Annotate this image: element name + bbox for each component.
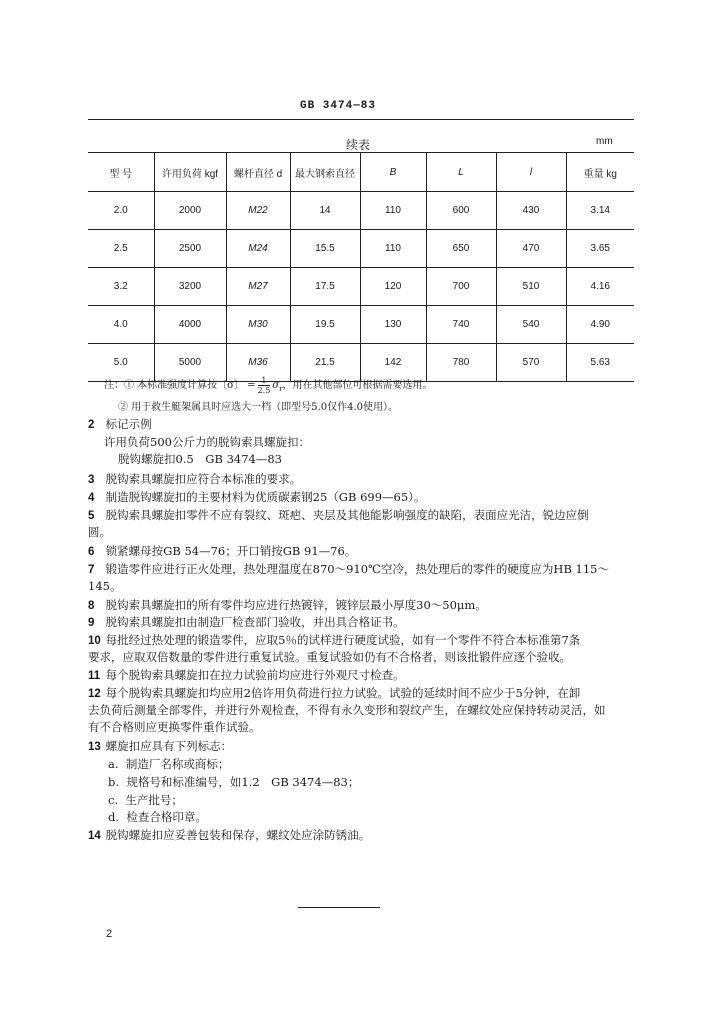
fraction-numerator: 1 (258, 376, 271, 386)
table-cell: 510 (496, 268, 566, 306)
table-cell: 700 (426, 268, 496, 306)
table-cell: 14 (290, 192, 360, 230)
section-2-line-2: 脱钩螺旋扣0.5 GB 3474—83 (118, 452, 282, 466)
mark-item (108, 756, 229, 772)
table-cell: 5.63 (566, 344, 634, 382)
mark-item-label: d. (108, 810, 120, 824)
table-cell: M36 (226, 344, 290, 382)
table-cell: 4.0 (88, 306, 154, 344)
section-13 (88, 738, 636, 755)
table-cell: 430 (496, 192, 566, 230)
section-text: 锻造零件应进行正火处理，热处理温度在870～910℃空冷，热处理后的零件的硬度应为HB 115～ (105, 562, 610, 576)
table-cell: 120 (360, 268, 426, 306)
section-12 (88, 685, 636, 702)
mark-item-label: c. (108, 793, 119, 807)
column-header: 许用负荷 kgf (154, 153, 226, 192)
table-cell: 19.5 (290, 306, 360, 344)
note1-sigma: σ (272, 380, 280, 391)
table-continued-label: 续表 (346, 138, 371, 152)
note1-end: ，用在其他部位可根据需要选用。 (282, 380, 433, 391)
section-text: 脱钩索具螺旋扣由制造厂检查部门验收，并出具合格证书。 (105, 615, 405, 629)
section-14 (88, 827, 636, 844)
table-row (88, 268, 634, 306)
mark-item-label: b. (108, 775, 120, 789)
section-11 (88, 667, 636, 684)
table-cell: 4000 (154, 306, 226, 344)
table-cell: 110 (360, 192, 426, 230)
table-cell: 15.5 (290, 230, 360, 268)
table-row (88, 192, 634, 230)
section-number: 4 (88, 492, 95, 504)
table-cell: 2500 (154, 230, 226, 268)
column-header: 重量 kg (566, 153, 634, 192)
section-text: 标记示例 (105, 417, 152, 431)
page-number: 2 (106, 928, 113, 940)
table-cell: 740 (426, 306, 496, 344)
standard-header: GB 3474—83 (300, 100, 377, 112)
table-cell: 130 (360, 306, 426, 344)
section-number: 2 (88, 419, 95, 431)
note1-fraction (258, 376, 271, 395)
table-cell: 3.14 (566, 192, 634, 230)
section-5 (88, 507, 636, 524)
mark-item-label: a. (108, 757, 119, 771)
table-cell: 540 (496, 306, 566, 344)
table-cell: M30 (226, 306, 290, 344)
table-row (88, 306, 634, 344)
note1-sub: r (279, 385, 283, 393)
section-12-cont-1: 去负荷后测量全部零件，并进行外观检查，不得有永久变形和裂纹产生，在螺纹处应保持转动灵活，如 (88, 703, 606, 717)
note1-prefix: 注：① 本标准强度计算按〔σ〕 = (104, 380, 256, 391)
section-2 (88, 416, 636, 433)
mark-item-text: 检查合格印章。 (126, 810, 207, 824)
section-text: 脱钩索具螺旋扣零件不应有裂纹、斑疤、夹层及其他能影响强度的缺陷，表面应光洁，锐边应倒 (105, 508, 589, 522)
table-cell: M24 (226, 230, 290, 268)
column-header: 型 号 (88, 153, 154, 192)
column-header: 螺杆直径 d (226, 153, 290, 192)
section-number: 7 (88, 564, 95, 576)
column-header: l (496, 153, 566, 192)
table-cell: M27 (226, 268, 290, 306)
mark-item-text: 规格号和标准编号，如1.2 GB 3474—83； (126, 775, 360, 789)
section-9 (88, 614, 636, 631)
section-text: 脱钩索具螺旋扣应符合本标准的要求。 (105, 472, 302, 486)
section-6 (88, 543, 636, 560)
section-number: 5 (88, 510, 95, 522)
table-cell: 2.0 (88, 192, 154, 230)
section-text: 每批经过热处理的锻造零件，应取5％的试样进行硬度试验，如有一个零件不符合本标准第7条 (105, 633, 581, 647)
section-text: 螺旋扣应具有下列标志： (105, 739, 233, 753)
table-cell: 4.90 (566, 306, 634, 344)
mark-item-text: 生产批号； (125, 793, 183, 807)
table-cell: 780 (426, 344, 496, 382)
section-7 (88, 561, 636, 578)
mark-item (108, 792, 183, 808)
table-cell: 5000 (154, 344, 226, 382)
header-rule (88, 119, 634, 120)
section-number: 13 (88, 741, 101, 753)
section-10-cont: 要求，应取双倍数量的零件进行重复试验。重复试验如仍有不合格者，则该批锻件应逐个验收。 (88, 650, 571, 664)
section-number: 6 (88, 546, 95, 558)
table-unit: mm (596, 136, 613, 147)
section-text: 脱钩索具螺旋扣的所有零件均应进行热镀锌，镀锌层最小厚度30～50μm。 (105, 598, 487, 612)
section-number: 12 (88, 688, 101, 700)
table-cell: 600 (426, 192, 496, 230)
section-text: 锁紧螺母按GB 54—76；开口销按GB 91—76。 (105, 544, 357, 558)
table-cell: 570 (496, 344, 566, 382)
end-rule (298, 907, 380, 908)
spec-table (88, 152, 634, 382)
table-cell: 17.5 (290, 268, 360, 306)
table-cell: 650 (426, 230, 496, 268)
table-note-2: ② 用于救生艇架属具时应选大一档（即型号5.0仅作4.0使用）。 (118, 402, 398, 413)
table-row (88, 230, 634, 268)
section-7-cont: 145。 (88, 579, 122, 593)
table-cell: 3.2 (88, 268, 154, 306)
mark-item-text: 制造厂名称或商标； (125, 757, 230, 771)
table-cell: 4.16 (566, 268, 634, 306)
section-number: 11 (88, 670, 101, 682)
mark-item (108, 809, 207, 825)
table-cell: M22 (226, 192, 290, 230)
table-note-1 (104, 376, 432, 395)
table-cell: 110 (360, 230, 426, 268)
mark-item (108, 774, 359, 790)
table-cell: 470 (496, 230, 566, 268)
section-8 (88, 597, 636, 614)
section-12-cont-2: 有不合格则应更换零件重作试验。 (88, 720, 261, 734)
column-header: L (426, 153, 496, 192)
section-number: 10 (88, 635, 101, 647)
section-number: 14 (88, 830, 101, 842)
section-text: 制造脱钩螺旋扣的主要材料为优质碳素钢25（GB 699—65）。 (105, 490, 426, 504)
section-number: 9 (88, 617, 95, 629)
table-header-row (88, 153, 634, 192)
section-number: 8 (88, 600, 95, 612)
section-text: 每个脱钩索具螺旋扣均应用2倍许用负荷进行拉力试验。试验的延续时间不应少于5分钟，在卸 (105, 686, 581, 700)
table-cell: 5.0 (88, 344, 154, 382)
section-3 (88, 471, 636, 488)
section-4 (88, 489, 636, 506)
column-header: B (360, 153, 426, 192)
section-10 (88, 632, 636, 649)
table-cell: 2000 (154, 192, 226, 230)
table-cell: 142 (360, 344, 426, 382)
section-2-line-1: 许用负荷500公斤力的脱钩索具螺旋扣： (104, 435, 310, 449)
section-text: 每个脱钩索具螺旋扣在拉力试验前均应进行外观尺寸检查。 (105, 668, 405, 682)
section-number: 3 (88, 474, 95, 486)
table-cell: 3200 (154, 268, 226, 306)
column-header: 最大钢索直径 (290, 153, 360, 192)
table-cell: 21.5 (290, 344, 360, 382)
section-5-cont: 圆。 (88, 525, 111, 539)
table-cell: 3.65 (566, 230, 634, 268)
section-text: 脱钩螺旋扣应妥善包装和保存，螺纹处应涂防锈油。 (105, 828, 371, 842)
fraction-denominator: 2.5 (257, 386, 271, 395)
table-cell: 2.5 (88, 230, 154, 268)
